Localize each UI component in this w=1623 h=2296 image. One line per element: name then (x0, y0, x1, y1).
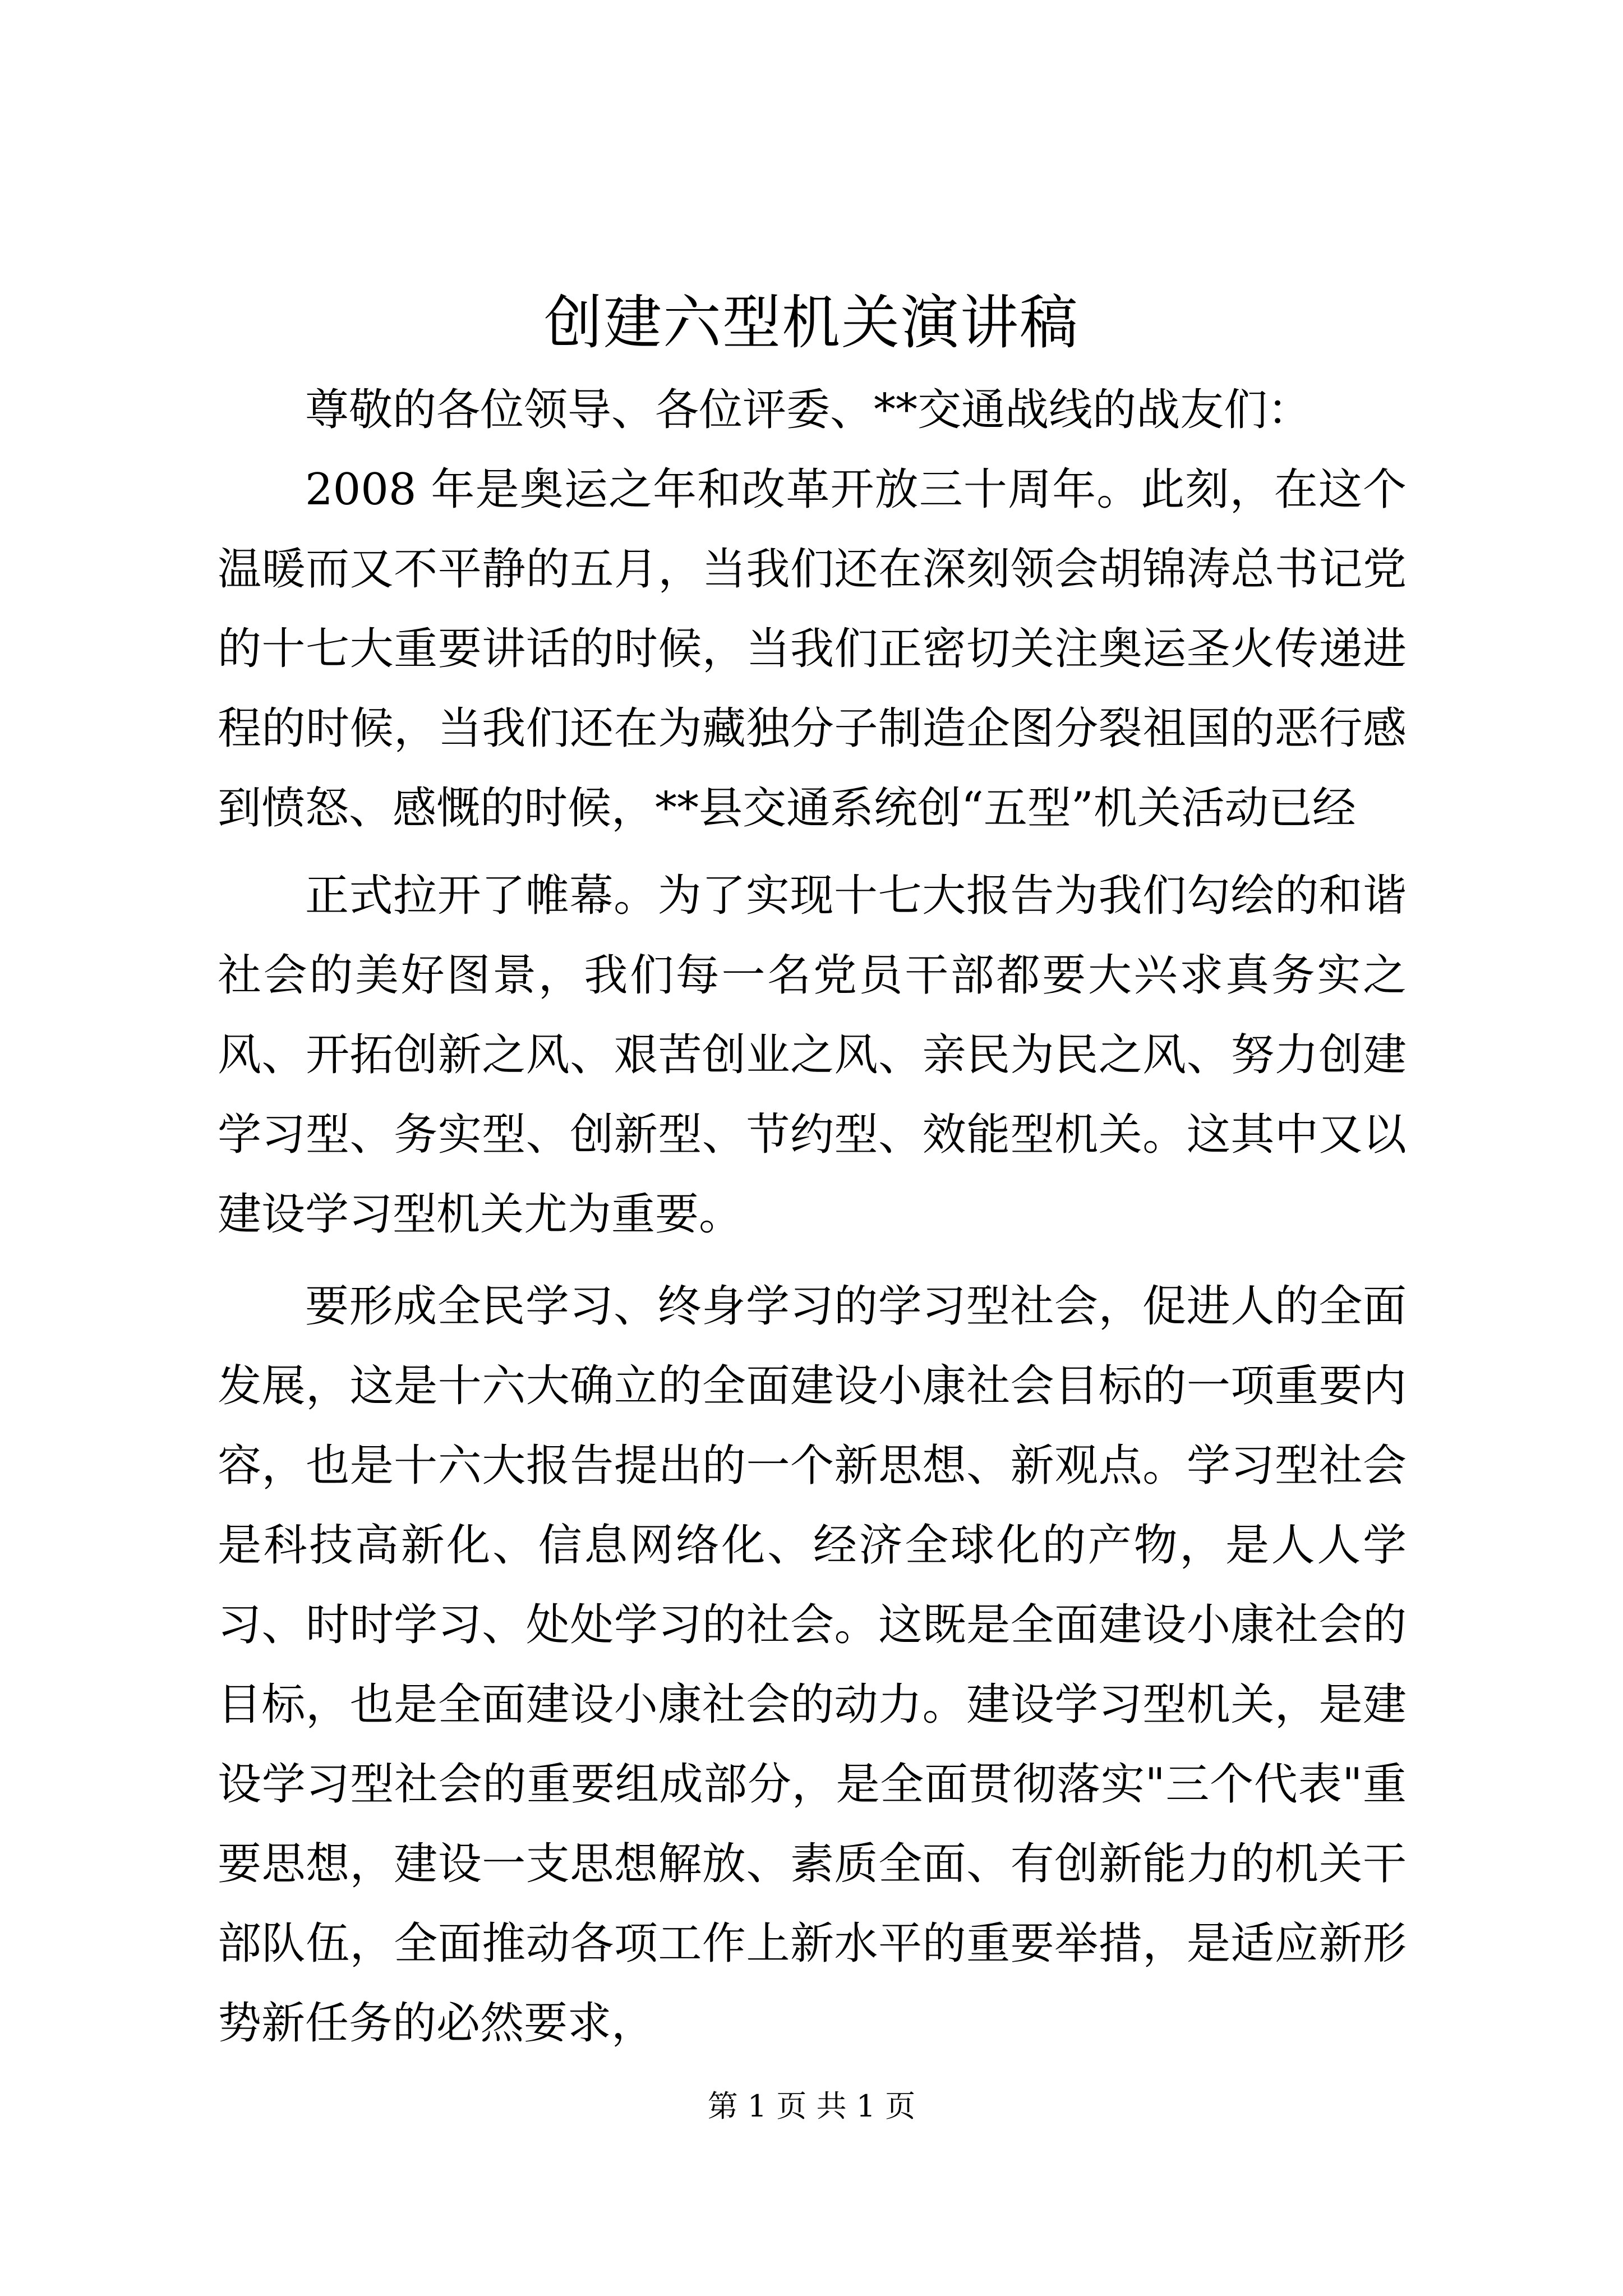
paragraph-2: 正式拉开了帷幕。为了实现十七大报告为我们勾绘的和谐社会的美好图景，我们每一名党员干部都要大兴求真务实之风、开拓创新之风、艰苦创业之风、亲民为民之风、努力创建学习型、务实型、创新型、节约型、效能型机关。这其中又以建设学习型机关尤为重要。 (218, 871, 1407, 1240)
paragraph-3: 要形成全民学习、终身学习的学习型社会，促进人的全面发展，这是十六大确立的全面建设小康社会目标的一项重要内容，也是十六大报告提出的一个新思想、新观点。学习型社会是科技高新化、信息网络化、经济全球化的产物，是人人学习、时时学习、处处学习的社会。这既是全面建设小康社会的目标，也是全面建设小康社会的动力。建设学习型机关，是建设学习型社会的重要组成部分，是全面贯彻落实"三个代表"重要思想，建设一支思想解放、素质全面、有创新能力的机关干部队伍，全面推动各项工作上新水平的重要举措，是适应新形势新任务的必然要求， (218, 1281, 1407, 2049)
page-footer: 第 1 页 共 1 页 (707, 2088, 916, 2124)
document-body (218, 370, 1407, 2063)
paragraph-1: 2008 年是奥运之年和改革开放三十周年。此刻，在这个温暖而又不平静的五月，当我们还在深刻领会胡锦涛总书记党的十七大重要讲话的时候，当我们正密切关注奥运圣火传递进程的时候，当我们还在为藏独分子制造企图分裂祖国的恶行感到愤怒、感慨的时候，**县交通系统创“五型”机关活动已经 (218, 464, 1407, 834)
document-title: 创建六型机关演讲稿 (543, 288, 1079, 357)
paragraph-salutation: 尊敬的各位领导、各位评委、**交通战线的战友们： (305, 385, 1312, 435)
